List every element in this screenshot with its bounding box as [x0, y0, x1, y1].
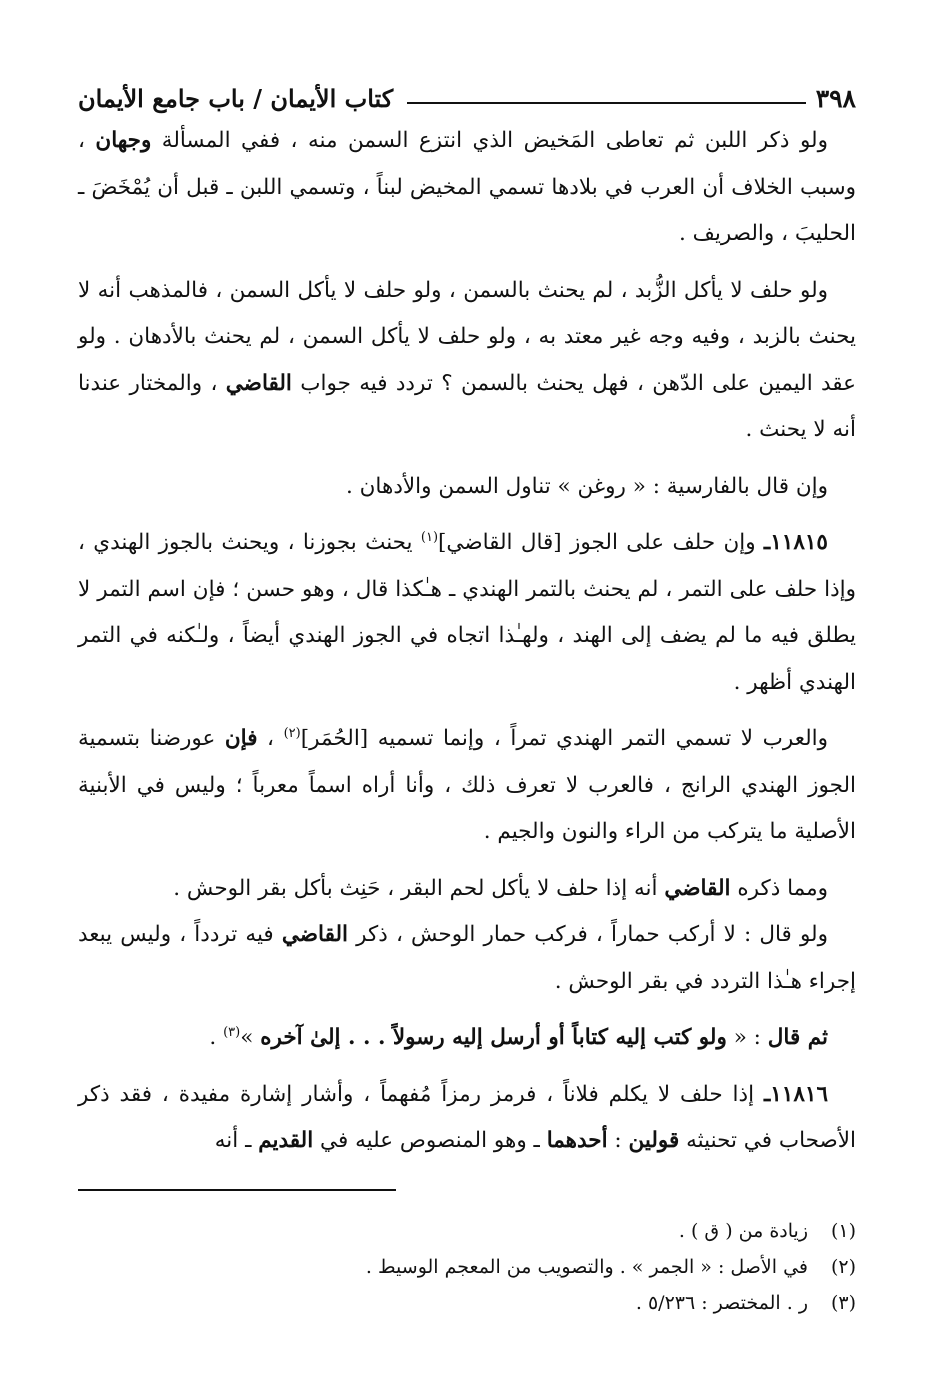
issue-number: ١١٨١٦ـ: [763, 1081, 828, 1107]
paragraph-6: [78, 866, 856, 913]
paragraph-2: [78, 268, 856, 454]
p5-text-a: والعرب لا تسمي التمر الهندي تمراً ، وإنما تسميه [الحُمَر]: [300, 726, 828, 751]
footnote-number: (٣): [830, 1291, 856, 1314]
p7-text-a: ولو قال : لا أركب حماراً ، فركب حمار الوحش ، ذكر: [348, 922, 828, 947]
p9-text-c: :: [607, 1128, 629, 1153]
p2-text-a: ولو حلف لا يأكل الزُّبد ، لم يحنث بالسمن ، ولو حلف لا يأكل السمن ، فالمذهب أنه لا يحنث بالزبد ، وفيه وجه غير معتد به ، ولو حلف لا يأكل السمن ، لم يحنث بالأدهان . ولو عقد اليمين على الدّهن ، فهل يحنث بالسمن ؟ تردد فيه جواب: [78, 277, 857, 396]
p9-term-bold-d: أحدهما: [546, 1128, 608, 1153]
paragraph-9: [78, 1072, 856, 1165]
p5-term-bold: فإن: [224, 726, 258, 751]
p5-text-b: ،: [257, 726, 284, 751]
p7-text-c: فيه تردداً ، وليس يبعد إجراء هـٰذا التردد في بقر الوحش .: [78, 922, 856, 994]
p8-text-bold-a: ثم قال: [767, 1025, 828, 1050]
footnote-3: [78, 1285, 856, 1321]
page: [78, 78, 856, 1321]
footnote-ref-1[interactable]: (١): [420, 529, 439, 545]
p1-text-a: ولو ذكر اللبن ثم تعاطى المَخيض الذي انتزع السمن منه ، ففي المسألة: [151, 128, 828, 153]
paragraph-1: [78, 118, 856, 258]
running-header: [78, 78, 856, 118]
p5-text-d: عورضنا بتسمية الجوز الهندي الرانج ، فالعرب لا تعرف ذلك ، وأنا أراه اسماً معرباً ؛ وليس في الأبنية الأصلية ما يتركب من الراء والنون والجيم .: [78, 726, 856, 844]
footnote-ref-2[interactable]: (٢): [283, 725, 301, 741]
paragraph-3: وإن قال بالفارسية : « روغن » تناول السمن والأدهان .: [345, 473, 828, 499]
footnote-number: (١): [830, 1219, 856, 1242]
footnote-separator: [78, 1189, 396, 1191]
p6-text-a: ومما ذكره: [730, 875, 828, 901]
footnote-ref-3[interactable]: (٣): [223, 1024, 241, 1040]
header-title: كتاب الأيمان / باب جامع الأيمان: [78, 83, 394, 113]
page-number: ٣٩٨: [815, 83, 856, 113]
p9-term-bold-b: قولين: [628, 1128, 680, 1153]
p1-term-bold: وجهان: [95, 128, 152, 153]
p1-text-c: ، وسبب الخلاف أن العرب في بلادها تسمي المخيض لبناً ، وتسمي اللبن ـ قبل أن يُمْخَضَ ـ الحليبَ ، والصريف .: [78, 128, 856, 246]
footnote-2: [78, 1249, 856, 1285]
p8-text-e: .: [209, 1025, 224, 1050]
footnote-text: ر . المختصر : ٥/٢٣٦ .: [635, 1291, 808, 1314]
p4-text-a: وإن حلف على الجوز [قال القاضي]: [438, 530, 764, 555]
p2-term-bold: القاضي: [225, 370, 292, 396]
footnote-1: [78, 1213, 856, 1249]
p2-text-c: ، والمختار عندنا أنه لا يحنث .: [78, 370, 856, 442]
main-text: [78, 118, 856, 1165]
p7-term-bold: القاضي: [281, 922, 348, 947]
header-rule: [407, 102, 806, 104]
footnote-text: زيادة من ( ق ) .: [678, 1219, 808, 1242]
p9-term-bold-f: القديم: [258, 1128, 314, 1153]
p9-text-g: ـ أنه: [214, 1128, 259, 1153]
p9-text-a: إذا حلف لا يكلم فلاناً ، فرمز رمزاً مُفهماً ، وأشار إشارة مفيدة ، فقد ذكر الأصحاب في تحنيثه: [78, 1081, 856, 1153]
issue-number: ١١٨١٥ـ: [763, 530, 828, 555]
footnote-number: (٢): [830, 1255, 856, 1278]
paragraph-8: [78, 1015, 856, 1062]
p4-text-b: يحنث بجوزنا ، ويحنث بالجوز الهندي ، وإذا حلف على التمر ، لم يحنث بالتمر الهندي ـ هـٰكذا قال ، وهو حسن ؛ فإن اسم التمر لا يطلق فيه ما لم يضف إلى الهند ، ولهـٰذا اتجاه في الجوز الهندي أيضاً ، ولـٰكنه في التمر الهندي أظهر .: [78, 530, 856, 695]
footnotes: [78, 1213, 856, 1321]
p6-text-c: أنه إذا حلف لا يأكل لحم البقر ، حَنِث بأكل بقر الوحش .: [173, 875, 665, 901]
paragraph-7: [78, 912, 856, 1005]
footnote-text: في الأصل : « الجمر » . والتصويب من المعجم الوسيط .: [365, 1255, 808, 1278]
p8-quote-bold: ولو كتب إليه كتاباً أو أرسل إليه رسولاً . . . إلىٰ آخره: [260, 1025, 727, 1050]
paragraph-5: [78, 716, 856, 856]
p9-text-e: ـ وهو المنصوص عليه في: [313, 1128, 547, 1153]
paragraph-4: [78, 520, 856, 706]
p8-quote-close: »: [240, 1025, 261, 1050]
p6-term-bold: القاضي: [664, 875, 731, 901]
p8-quote-open: : «: [726, 1025, 768, 1050]
